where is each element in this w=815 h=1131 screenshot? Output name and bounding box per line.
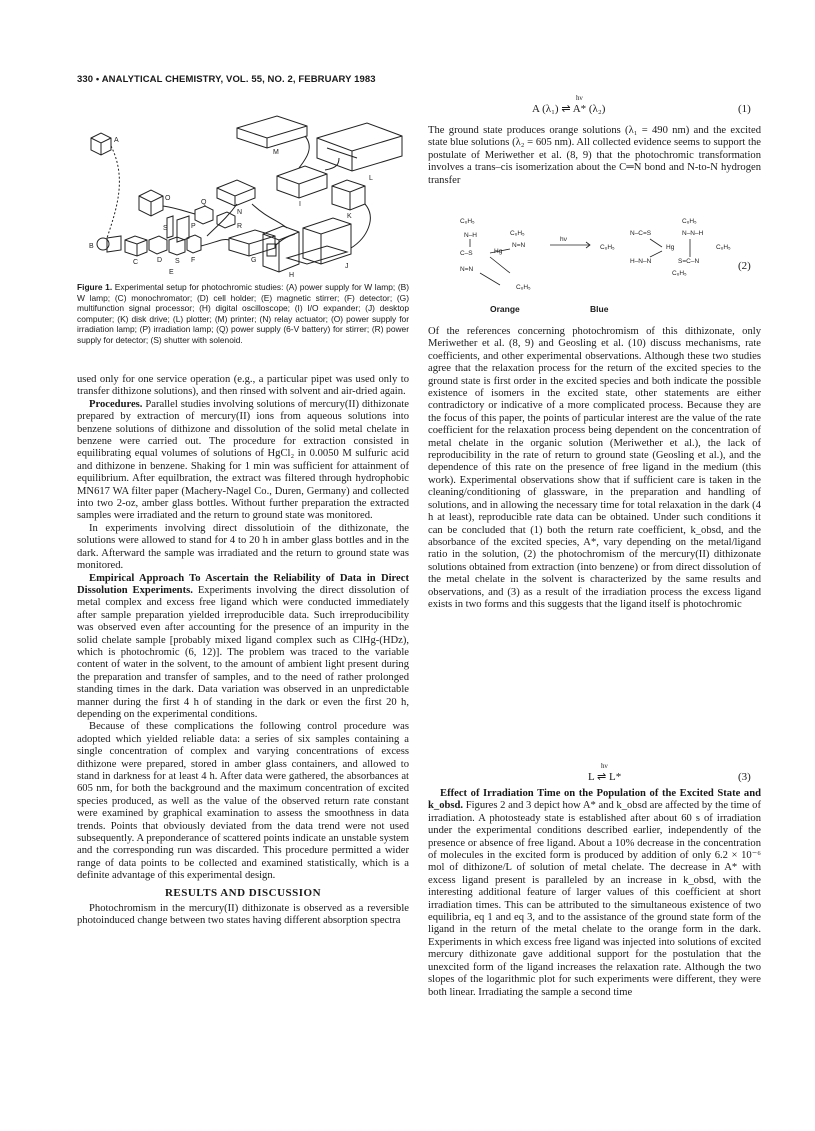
scheme-left-nn: N=N (460, 266, 474, 273)
effect-heading: Effect of Irradiation Time on the Population of the Excited State and k_obsd. (428, 788, 761, 812)
equation-1-arrow-label: hν (576, 94, 583, 102)
results-section-heading: RESULTS AND DISCUSSION (164, 886, 322, 899)
figure-caption-text: Experimental setup for photochromic studies: (A) power supply for W lamp; (B) W lamp; (C) monochromator; (D) cell holder; (E) magnetic stirrer; (F) detector; (G) multifunction signal processor; (H) digital oscilloscope; (I) I/O expander; (J) desktop computer; (K) disk drive; (L) plotter; (M) printer; (N) relay actuator; (O) power supply for irradiation lamp; (P) irradiation lamp; (Q) power supply (6-V battery) for stirrer; (R) power supply for detector; (S) shutter with solenoid. (77, 282, 410, 345)
effect-text: Figures 2 and 3 depict how A* and k_obsd are affected by the time of irradiation. A photosteady state is established after about 60 s of irradiation under the experimental conditions described earlier, independently of the presence or absence of free ligand. About a 10% decrease in the concentration of molecules in the excited form is produced by addition of only 6.2 × 10⁻⁶ mol of dithizone/L of solution of metal chelate. The decrease in A* with excess ligand present is paralleled by an increase in k_obsd, with the interesting additional feature of larger values of this coefficient at short irradiation times. This can be attributed to the simultaneous existence of two equilibria, eq 1 and eq 3, and to the assistance of the ground state form of the ligand in the return of the metal chelate to the orange form in the dark. Experiments in which excess free ligand was injected into solutions of excited mercury dithizonate gave additional support for the postulation that the unexcited form of the ligand increases the relaxation rate. Although the two slopes of the logarithmic plot for such experiments were different, they were both linear. Irradiating the sample a second time (428, 800, 761, 998)
figure-label-m: M (273, 149, 279, 156)
scheme-label-orange: Orange (490, 304, 520, 314)
paragraph-empirical (77, 573, 409, 722)
paragraph-irradiation-effect (428, 788, 761, 999)
empirical-heading: Empirical Approach To Ascertain the Reliability of Data in Direct Dissolution Experiments. (77, 572, 409, 596)
equation-2-number: (2) (738, 260, 751, 272)
figure-label-i: I (299, 201, 301, 208)
scheme-right-c6h5-left: C₆H₅ (600, 244, 615, 251)
scheme-left-c6h5-top: C₆H₅ (460, 218, 475, 225)
equation-3-number: (3) (738, 771, 751, 783)
scheme-label-blue: Blue (590, 304, 609, 314)
scheme-left-nh: N–H (464, 232, 478, 239)
figure-caption-label: Figure 1. (77, 282, 113, 292)
scheme-right-hg: Hg (666, 244, 675, 251)
equation-1 (532, 102, 605, 115)
figure-1-caption (77, 282, 409, 346)
figure-label-c: C (133, 259, 139, 266)
paragraph-procedures (77, 399, 409, 523)
figure-label-q: Q (201, 199, 207, 206)
running-head: 330 • ANALYTICAL CHEMISTRY, VOL. 55, NO. 2, FEBRUARY 1983 (77, 74, 376, 85)
figure-label-d: D (157, 257, 163, 264)
scheme-left-cs: C–S (460, 250, 473, 257)
paragraph-control-procedure: Because of these complications the following control procedure was adopted which yielded reliable data: a series of six samples containing a single concentration of complex and varying concentrations of excess dithizone were prepared, stored in amber glass containers, and allowed to stand in darkness for at least 4 h. After data were gathered, the absorbances at 605 nm, for both the background and the maximum concentration of excited species produced, as well as the value of the observed return rate constant were examined by graphical examination to assess the smoothness in data trends. Points that obviously deviated from the data trend were not used subsequently. A preponderance of scattered points indicate an unstable system and the corresponding run was discarded. This procedure permitted a wider range of data points to be collected and examined statistically, which is a definite advantage of this experimental design. (77, 721, 409, 882)
figure-label-n: N (237, 209, 243, 216)
scheme-right-ncs: N–C=S (630, 230, 652, 237)
right-column-bottom (428, 788, 761, 999)
equation-3 (588, 770, 621, 783)
scheme-right-hnn: H–N–N (630, 258, 652, 265)
scheme-left-c6h5-upper: C₆H₅ (510, 230, 525, 237)
scheme-right-c6h5-bottom: C₆H₅ (672, 270, 687, 277)
right-column-top (428, 125, 761, 187)
scheme-right-c6h5-right: C₆H₅ (716, 244, 731, 251)
figure-label-r: R (237, 223, 243, 230)
figure-label-j: J (345, 263, 349, 270)
figure-label-g: G (251, 257, 257, 264)
figure-label-l: L (369, 175, 373, 182)
figure-label-b: B (89, 243, 94, 250)
figure-label-p: P (191, 223, 196, 230)
figure-label-o: O (165, 195, 171, 202)
right-column-middle (428, 326, 761, 611)
figure-label-k: K (347, 213, 352, 220)
paragraph-direct-dissolution: In experiments involving direct dissolutioin of the dithizonate, the solutions were allowed to stand for 4 to 20 h in amber glass bottles and in the dark. Afterward the sample was irradiated and the return to ground state was monitored. (77, 522, 409, 572)
scheme-right-scn: S=C–N (678, 258, 700, 265)
scheme-right-c6h5-top: C₆H₅ (682, 218, 697, 225)
scheme-left-c6h5-lower: C₆H₅ (516, 284, 531, 291)
figure-label-s-top: S (163, 225, 168, 232)
empirical-text: Experiments involving the direct dissolution of metal complex and excess free ligand which were conducted immediately after sample preparation yielded irreproducible data. Such irreproducibility was observed even after accounting for the presence of an impurity in the solid chelate sample [probably mixed ligand complex such as ClHg-(HDz), which is photochromic (6, 12)]. The problem was traced to the variable content of water in the solvent, to the amount of ambient light present during the preparation and transfer of samples, and to the need of rather prolonged standing times in the dark. Data variation was observed in an unpredictable manner during the first 4 h of standing in the dark or even the first 20 h, depending on the experimental conditions. (77, 584, 410, 720)
figure-label-e: E (169, 269, 174, 276)
paragraph-references: Of the references concerning photochromism of this dithizonate, only Meriwether et al. (8, 9) and Geosling et al. (10) discuss mechanisms, rate coefficients, and other experimental observations. Although these two studies agree that the relaxation process for the return of the excited species to the ground state is first order in the excited species and both indicate the possible existence of isomers in the excited state, other statements are either contradictory or indicative of a more complicated process. Because they are the focus of this paper, the points of particular interest are the value of the rate coefficient for the relaxation process being dependent on the concentration of metal chelate in the organic solution (Meriwether et al.), the lack of reproducibility in the rate of return to ground state (Geosling et al.), and the dependence of this rate on the presence of free ligand in the medium (this work). Experimental observations show that if sufficient care is taken in the cleaning/conditioning of glassware, in the preparation and handling of solutions, and in allowing the necessary time for total relaxation in the dark (4 h at least), reproducible rate data can be obtained. Under such conditions it can be concluded that (1) both the return rate coefficient, k_obsd, and the absorbance of the excited species, A*, vary depending on the metal/ligand ratio in the solution, (2) the photochromism of the mercury(II) dithizonate solutions obtained from extraction (into benzene) or from direct dissolution of the metal chelate in the solvent is characterized by the same results and observations, and (3) as a result of the irradiation process the excess ligand exists in two forms and this suggests that the ligand itself is photochromic (428, 326, 761, 610)
paragraph-ground-state: The ground state produces orange solutions (λ₁ = 490 nm) and the excited state blue solutions (λ₂ = 605 nm). All collected evidence seems to support the postulate of Meriwether et al. (8, 9) that the photochromic transformation involves a trans–cis isomerization about the C═N bond and N-to-N hydrogen transfer (428, 125, 761, 186)
left-column (77, 374, 409, 928)
figure-1-apparatus-diagram (77, 108, 409, 278)
equation-1-body: A (λ₁) ⇌ A* (λ₂) (532, 103, 606, 115)
paragraph-intro: used only for one service operation (e.g., a particular pipet was used only to transfer dithizone solutions), and then rinsed with solvent and air-dried again. (77, 374, 409, 398)
procedures-text: Parallel studies involving solutions of mercury(II) dithizonate prepared by extraction of mercury(II) ions from aqueous solutions into benzene solutions of dithizone and dissolution of the solid metal chelate in benzene were carried out. The procedure for extraction consisted in equilibrating equal volumes of solutions of HgCl₂ in 0.0050 M sulfuric acid and dithizone in benzene. Shaking for 1 min was sufficient for attainment of equilibrium. After equilbration, the extract was filtered through hydrophobic MN617 WA filter paper (Machery-Nagel Co., Duren, Germany) and collected into two 2-oz, amber glass bottles. Without further preparation the extracted samples were irradiated and the return to ground state was monitored. (77, 398, 410, 522)
scheme-left-nn-upper: N=N (512, 242, 526, 249)
equation-3-arrow-label: hν (601, 762, 608, 770)
paragraph-results: Photochromism in the mercury(II) dithizonate is observed as a reversible photoinduced change between two states having different absorption spectra (77, 903, 409, 927)
procedures-heading: Procedures. (89, 398, 143, 410)
figure-label-a: A (114, 137, 119, 144)
figure-label-h: H (289, 272, 295, 278)
figure-label-s-bottom: S (175, 258, 180, 265)
scheme-left-hg: Hg (494, 248, 503, 255)
scheme-arrow-label: hν (560, 236, 567, 243)
figure-label-f: F (191, 257, 196, 264)
scheme-right-nnh: N–N–H (682, 230, 704, 237)
equation-3-body: L ⇌ L* (588, 771, 622, 783)
equation-1-number: (1) (738, 103, 751, 115)
